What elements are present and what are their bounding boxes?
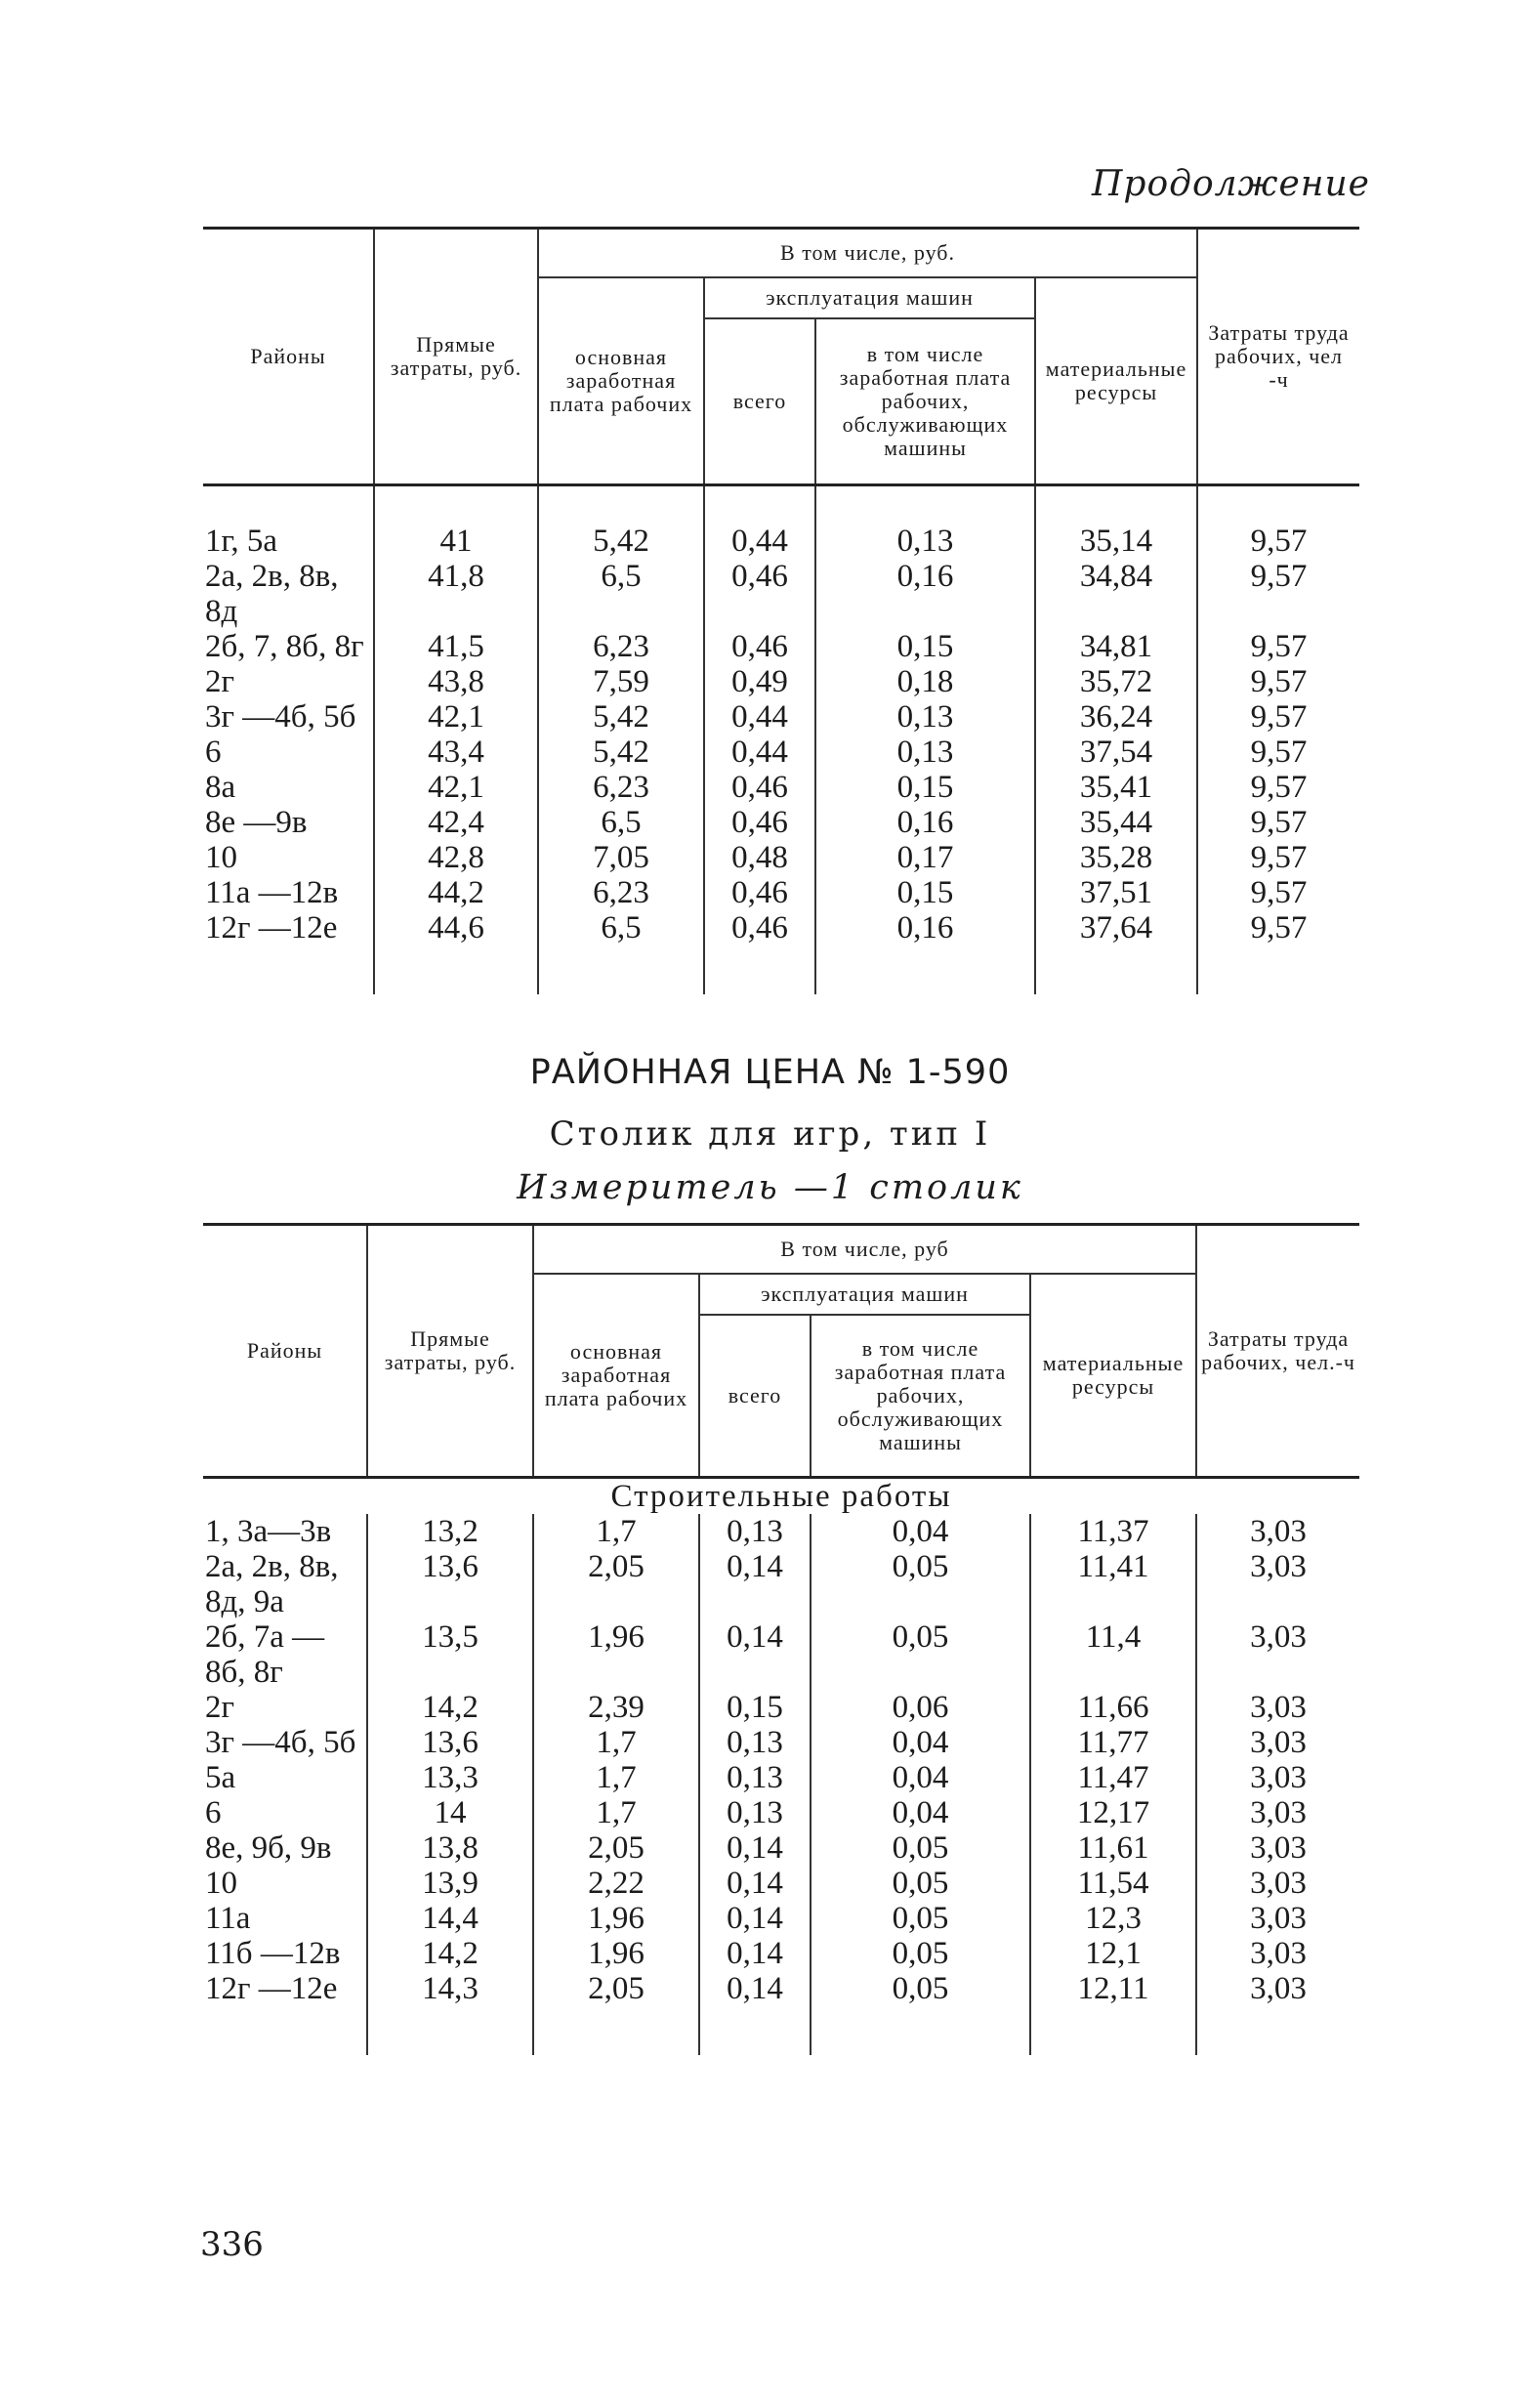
- cell-region: 6: [203, 1795, 367, 1830]
- col-header-machine-total: всего: [704, 318, 815, 485]
- cell-machine-total: 0,13: [699, 1725, 811, 1760]
- cell-base-wage: 7,05: [538, 840, 704, 875]
- col-header-machine-operation: эксплуатация машин: [704, 277, 1035, 318]
- cell-machine-total: 0,13: [699, 1760, 811, 1795]
- item-name: Столик для игр, тип I: [549, 1114, 991, 1154]
- col-header-machine-wage: в том числе заработная плата рабочих, обслуживающих машины: [815, 318, 1035, 485]
- cell-direct-costs: 13,8: [367, 1830, 533, 1866]
- cell-materials: 11,37: [1030, 1514, 1196, 1549]
- cell-materials: 35,44: [1035, 805, 1197, 840]
- cell-machine-total: 0,44: [704, 735, 815, 770]
- cell-base-wage: 1,7: [533, 1795, 699, 1830]
- cell-region: 11а: [203, 1901, 367, 1936]
- cell-materials: 36,24: [1035, 699, 1197, 735]
- cell-materials: 34,81: [1035, 629, 1197, 664]
- measure-unit: Измеритель —1 столик: [517, 1168, 1023, 1207]
- cell-labor: 9,57: [1197, 735, 1359, 770]
- cell-materials: 11,61: [1030, 1830, 1196, 1866]
- cell-base-wage: 1,96: [533, 1901, 699, 1936]
- cell-machine-total: 0,13: [699, 1514, 811, 1549]
- cell-materials: 12,17: [1030, 1795, 1196, 1830]
- cell-direct-costs: 13,3: [367, 1760, 533, 1795]
- cell-machine-wage: 0,18: [815, 664, 1035, 699]
- cell-direct-costs: 42,8: [374, 840, 538, 875]
- cell-base-wage: 1,7: [533, 1514, 699, 1549]
- section-title: Строительные работы: [610, 1479, 952, 1514]
- table-row: [203, 840, 1359, 875]
- cell-machine-total: 0,48: [704, 840, 815, 875]
- col-header-machine-operation: эксплуатация машин: [699, 1274, 1030, 1315]
- table-row: [203, 699, 1359, 735]
- table2-body: [203, 1478, 1359, 2056]
- continuation-label: Продолжение: [1092, 164, 1370, 204]
- cell-machine-total: 0,15: [699, 1690, 811, 1725]
- col-header-including: В том числе, руб.: [538, 229, 1197, 278]
- cell-machine-total: 0,14: [699, 1866, 811, 1901]
- cell-base-wage: 2,39: [533, 1690, 699, 1725]
- cell-labor: 9,57: [1197, 629, 1359, 664]
- table-row: [203, 629, 1359, 664]
- cell-region: 11б —12в: [203, 1936, 367, 1971]
- cell-direct-costs: 42,4: [374, 805, 538, 840]
- cell-machine-wage: 0,05: [811, 1901, 1030, 1936]
- cell-base-wage: 6,5: [538, 910, 704, 945]
- cell-direct-costs: 13,6: [367, 1549, 533, 1619]
- table-row: [203, 1619, 1359, 1690]
- cell-direct-costs: 43,4: [374, 735, 538, 770]
- cell-machine-wage: 0,16: [815, 805, 1035, 840]
- page-number: 336: [200, 2225, 264, 2264]
- table-row: [203, 1549, 1359, 1619]
- cell-machine-wage: 0,05: [811, 1830, 1030, 1866]
- col-header-base-wage: основная заработная плата рабочих: [538, 277, 704, 485]
- cell-machine-wage: 0,05: [811, 1549, 1030, 1619]
- cell-labor: 3,03: [1196, 1690, 1359, 1725]
- table-row: [203, 1514, 1359, 1549]
- cell-materials: 35,28: [1035, 840, 1197, 875]
- table-row: [203, 1760, 1359, 1795]
- cell-materials: 37,54: [1035, 735, 1197, 770]
- cell-labor: 9,57: [1197, 875, 1359, 910]
- cell-base-wage: 2,05: [533, 1830, 699, 1866]
- cell-base-wage: 2,22: [533, 1866, 699, 1901]
- cell-labor: 3,03: [1196, 1901, 1359, 1936]
- cell-machine-wage: 0,04: [811, 1795, 1030, 1830]
- cell-base-wage: 2,05: [533, 1971, 699, 2006]
- cell-machine-total: 0,46: [704, 805, 815, 840]
- cell-machine-total: 0,44: [704, 524, 815, 559]
- cell-labor: 3,03: [1196, 1760, 1359, 1795]
- cell-direct-costs: 14,3: [367, 1971, 533, 2006]
- cell-region: 2а, 2в, 8в, 8д, 9а: [203, 1549, 367, 1619]
- cell-machine-wage: 0,15: [815, 770, 1035, 805]
- table-row: [203, 875, 1359, 910]
- col-header-materials: материальные ресурсы: [1035, 277, 1197, 485]
- cell-labor: 3,03: [1196, 1866, 1359, 1901]
- cell-materials: 35,14: [1035, 524, 1197, 559]
- cell-region: 10: [203, 1866, 367, 1901]
- cell-materials: 11,4: [1030, 1619, 1196, 1690]
- cell-base-wage: 6,23: [538, 629, 704, 664]
- cell-machine-total: 0,14: [699, 1901, 811, 1936]
- cell-machine-total: 0,14: [699, 1549, 811, 1619]
- col-header-labor: Затраты труда рабочих, чел.-ч: [1196, 1225, 1359, 1478]
- cell-machine-total: 0,49: [704, 664, 815, 699]
- cell-machine-total: 0,14: [699, 1619, 811, 1690]
- cell-labor: 9,57: [1197, 805, 1359, 840]
- cell-machine-total: 0,14: [699, 1830, 811, 1866]
- cell-machine-total: 0,13: [699, 1795, 811, 1830]
- cell-direct-costs: 14,2: [367, 1936, 533, 1971]
- cell-direct-costs: 44,2: [374, 875, 538, 910]
- cell-machine-wage: 0,16: [815, 559, 1035, 629]
- cell-machine-wage: 0,13: [815, 735, 1035, 770]
- cell-labor: 3,03: [1196, 1514, 1359, 1549]
- col-header-materials: материальные ресурсы: [1030, 1274, 1196, 1478]
- cell-materials: 34,84: [1035, 559, 1197, 629]
- cell-labor: 3,03: [1196, 1619, 1359, 1690]
- cell-region: 5а: [203, 1760, 367, 1795]
- cell-machine-wage: 0,05: [811, 1936, 1030, 1971]
- cell-direct-costs: 13,2: [367, 1514, 533, 1549]
- cell-labor: 3,03: [1196, 1830, 1359, 1866]
- cell-labor: 9,57: [1197, 770, 1359, 805]
- cell-direct-costs: 44,6: [374, 910, 538, 945]
- price-table-continuation: [203, 227, 1359, 994]
- col-header-direct-costs: Прямые затраты, руб.: [367, 1225, 533, 1478]
- cell-materials: 37,64: [1035, 910, 1197, 945]
- cell-base-wage: 1,96: [533, 1936, 699, 1971]
- cell-machine-wage: 0,04: [811, 1760, 1030, 1795]
- price-table-1-590: [203, 1223, 1359, 2055]
- cell-base-wage: 1,7: [533, 1725, 699, 1760]
- cell-machine-wage: 0,05: [811, 1971, 1030, 2006]
- col-header-machine-total: всего: [699, 1315, 811, 1478]
- cell-region: 1, 3а—3в: [203, 1514, 367, 1549]
- cell-region: 12г —12е: [203, 1971, 367, 2006]
- cell-labor: 3,03: [1196, 1936, 1359, 1971]
- cell-base-wage: 1,7: [533, 1760, 699, 1795]
- table-row: [203, 1866, 1359, 1901]
- cell-materials: 11,47: [1030, 1760, 1196, 1795]
- cell-machine-total: 0,44: [704, 699, 815, 735]
- cell-direct-costs: 41: [374, 524, 538, 559]
- cell-region: 3г —4б, 5б: [203, 1725, 367, 1760]
- cell-direct-costs: 42,1: [374, 699, 538, 735]
- cell-region: 2а, 2в, 8в, 8д: [203, 559, 374, 629]
- cell-direct-costs: 14,2: [367, 1690, 533, 1725]
- cell-base-wage: 6,5: [538, 805, 704, 840]
- table-row: [203, 1901, 1359, 1936]
- cell-machine-total: 0,46: [704, 910, 815, 945]
- cell-materials: 12,3: [1030, 1901, 1196, 1936]
- col-header-regions: Районы: [250, 344, 326, 368]
- cell-materials: 12,11: [1030, 1971, 1196, 2006]
- cell-base-wage: 5,42: [538, 735, 704, 770]
- table-row: [203, 1725, 1359, 1760]
- cell-machine-total: 0,46: [704, 629, 815, 664]
- cell-machine-wage: 0,16: [815, 910, 1035, 945]
- cell-labor: 9,57: [1197, 664, 1359, 699]
- cell-base-wage: 2,05: [533, 1549, 699, 1619]
- cell-machine-wage: 0,04: [811, 1514, 1030, 1549]
- table-row: [203, 805, 1359, 840]
- cell-region: 2б, 7а — 8б, 8г: [203, 1619, 367, 1690]
- cell-direct-costs: 42,1: [374, 770, 538, 805]
- cell-machine-wage: 0,17: [815, 840, 1035, 875]
- cell-labor: 9,57: [1197, 910, 1359, 945]
- table-row: [203, 1690, 1359, 1725]
- cell-labor: 3,03: [1196, 1725, 1359, 1760]
- col-header-machine-wage: в том числе заработная плата рабочих, обслуживающих машины: [811, 1315, 1030, 1478]
- col-header-including: В том числе, руб: [533, 1225, 1196, 1275]
- cell-materials: 11,41: [1030, 1549, 1196, 1619]
- cell-materials: 11,66: [1030, 1690, 1196, 1725]
- cell-region: 6: [203, 735, 374, 770]
- cell-machine-total: 0,46: [704, 875, 815, 910]
- cell-direct-costs: 13,6: [367, 1725, 533, 1760]
- cell-base-wage: 6,23: [538, 770, 704, 805]
- table-row: [203, 735, 1359, 770]
- cell-materials: 11,54: [1030, 1866, 1196, 1901]
- cell-region: 11а —12в: [203, 875, 374, 910]
- cell-machine-total: 0,14: [699, 1971, 811, 2006]
- cell-labor: 3,03: [1196, 1971, 1359, 2006]
- cell-region: 8е —9в: [203, 805, 374, 840]
- cell-materials: 35,41: [1035, 770, 1197, 805]
- cell-labor: 9,57: [1197, 524, 1359, 559]
- cell-region: 2г: [203, 664, 374, 699]
- cell-direct-costs: 14,4: [367, 1901, 533, 1936]
- cell-base-wage: 6,23: [538, 875, 704, 910]
- cell-region: 8а: [203, 770, 374, 805]
- table-row: [203, 1936, 1359, 1971]
- table-row: [203, 664, 1359, 699]
- cell-materials: 12,1: [1030, 1936, 1196, 1971]
- table-row: [203, 910, 1359, 945]
- cell-base-wage: 6,5: [538, 559, 704, 629]
- col-header-labor: Затраты труда рабочих, чел -ч: [1197, 229, 1359, 485]
- table-row: [203, 770, 1359, 805]
- price-heading: РАЙОННАЯ ЦЕНА № 1-590: [529, 1053, 1011, 1092]
- cell-machine-wage: 0,15: [815, 629, 1035, 664]
- cell-machine-wage: 0,13: [815, 699, 1035, 735]
- cell-labor: 3,03: [1196, 1549, 1359, 1619]
- col-header-direct-costs: Прямые затраты, руб.: [374, 229, 538, 485]
- cell-region: 2б, 7, 8б, 8г: [203, 629, 374, 664]
- cell-region: 1г, 5а: [203, 524, 374, 559]
- cell-direct-costs: 13,5: [367, 1619, 533, 1690]
- cell-machine-wage: 0,13: [815, 524, 1035, 559]
- cell-labor: 9,57: [1197, 699, 1359, 735]
- cell-machine-wage: 0,05: [811, 1866, 1030, 1901]
- cell-base-wage: 5,42: [538, 524, 704, 559]
- table-row: [203, 1830, 1359, 1866]
- cell-labor: 9,57: [1197, 840, 1359, 875]
- cell-region: 12г —12е: [203, 910, 374, 945]
- cell-region: 10: [203, 840, 374, 875]
- cell-machine-total: 0,46: [704, 559, 815, 629]
- cell-direct-costs: 14: [367, 1795, 533, 1830]
- cell-machine-total: 0,46: [704, 770, 815, 805]
- cell-base-wage: 7,59: [538, 664, 704, 699]
- cell-machine-total: 0,14: [699, 1936, 811, 1971]
- cell-machine-wage: 0,04: [811, 1725, 1030, 1760]
- cell-base-wage: 1,96: [533, 1619, 699, 1690]
- table-row: [203, 1971, 1359, 2006]
- table-row: [203, 524, 1359, 559]
- cell-materials: 11,77: [1030, 1725, 1196, 1760]
- cell-direct-costs: 13,9: [367, 1866, 533, 1901]
- cell-materials: 37,51: [1035, 875, 1197, 910]
- cell-labor: 9,57: [1197, 559, 1359, 629]
- cell-machine-wage: 0,15: [815, 875, 1035, 910]
- table1-body: [203, 485, 1359, 995]
- table-row: [203, 1795, 1359, 1830]
- cell-region: 2г: [203, 1690, 367, 1725]
- cell-direct-costs: 41,5: [374, 629, 538, 664]
- table-row: [203, 559, 1359, 629]
- cell-machine-wage: 0,05: [811, 1619, 1030, 1690]
- cell-region: 3г —4б, 5б: [203, 699, 374, 735]
- col-header-base-wage: основная заработная плата рабочих: [533, 1274, 699, 1478]
- cell-direct-costs: 43,8: [374, 664, 538, 699]
- cell-labor: 3,03: [1196, 1795, 1359, 1830]
- cell-materials: 35,72: [1035, 664, 1197, 699]
- cell-base-wage: 5,42: [538, 699, 704, 735]
- cell-machine-wage: 0,06: [811, 1690, 1030, 1725]
- cell-direct-costs: 41,8: [374, 559, 538, 629]
- col-header-regions: Районы: [246, 1338, 323, 1363]
- cell-region: 8е, 9б, 9в: [203, 1830, 367, 1866]
